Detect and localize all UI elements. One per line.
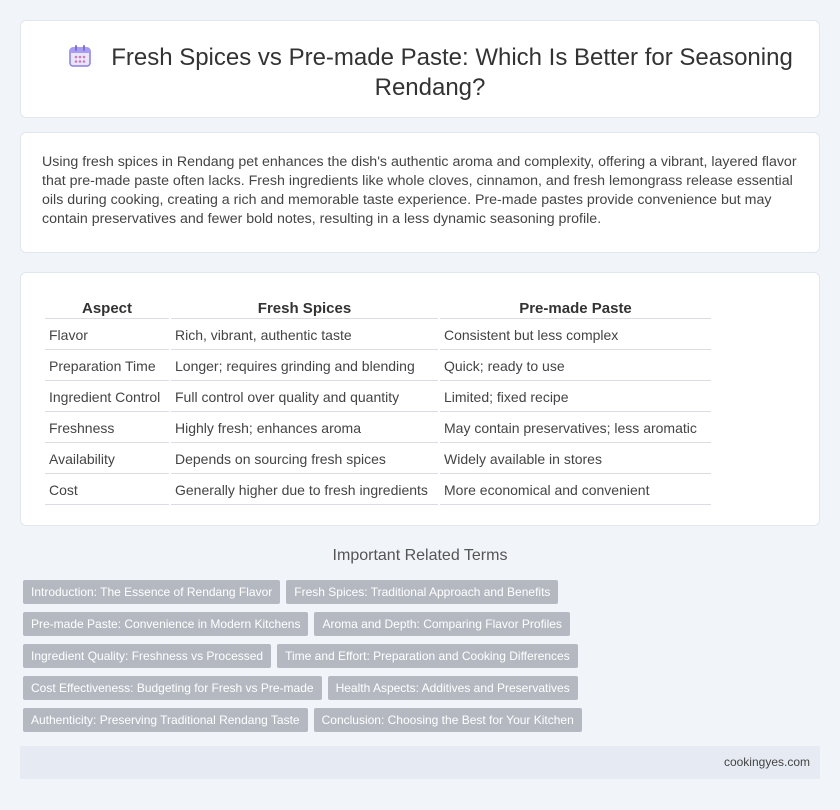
table-cell: Longer; requires grinding and blending [171, 352, 438, 381]
table-row [45, 383, 711, 412]
table-cell: Full control over quality and quantity [171, 383, 438, 412]
table-cell: Freshness [45, 414, 169, 443]
related-term-tag[interactable]: Health Aspects: Additives and Preservatives [328, 676, 578, 700]
table-cell: Consistent but less complex [440, 321, 711, 350]
related-terms-heading: Important Related Terms [332, 547, 508, 564]
page-title-wrap [61, 43, 799, 103]
table-cell: Flavor [45, 321, 169, 350]
header-aspect: Aspect [45, 299, 169, 319]
related-term-tag[interactable]: Pre-made Paste: Convenience in Modern Kitchens [23, 612, 308, 636]
header-pre-made-paste: Pre-made Paste [440, 299, 711, 319]
footer [20, 746, 820, 779]
table-row [45, 476, 711, 505]
header-fresh-spices: Fresh Spices [171, 299, 438, 319]
table-row [45, 321, 711, 350]
table-cell: Preparation Time [45, 352, 169, 381]
intro-paragraph: Using fresh spices in Rendang pet enhances the dish's authentic aroma and complexity, offering a vibrant, layered flavor that pre-made paste often lacks. Fresh ingredients like whole cloves, cinnamon, and fresh lemongrass release essential oils during cooking, creating a rich and memorable taste experience. Pre-made pastes provide convenience but may contain preservatives and fewer bold notes, resulting in a less dynamic seasoning profile. [42, 154, 797, 227]
footer-site-link[interactable]: cookingyes.com [723, 755, 810, 769]
related-term-tag[interactable]: Introduction: The Essence of Rendang Flavor [23, 580, 280, 604]
related-term-tag[interactable]: Conclusion: Choosing the Best for Your Kitchen [314, 708, 582, 732]
table-cell: Widely available in stores [440, 445, 711, 474]
table-cell: Generally higher due to fresh ingredients [171, 476, 438, 505]
table-header-row [45, 299, 711, 319]
related-term-tag[interactable]: Authenticity: Preserving Traditional Rendang Taste [23, 708, 308, 732]
table-cell: Highly fresh; enhances aroma [171, 414, 438, 443]
related-term-tag[interactable]: Aroma and Depth: Comparing Flavor Profiles [314, 612, 569, 636]
related-terms-list [23, 580, 823, 732]
page-title: Fresh Spices vs Pre-made Paste: Which Is Better for Seasoning Rendang? [111, 44, 793, 101]
table-cell: More economical and convenient [440, 476, 711, 505]
table-cell: Limited; fixed recipe [440, 383, 711, 412]
table-cell: Depends on sourcing fresh spices [171, 445, 438, 474]
title-card [20, 20, 820, 118]
table-row [45, 352, 711, 381]
intro-card [20, 132, 820, 253]
related-term-tag[interactable]: Time and Effort: Preparation and Cooking Differences [277, 644, 578, 668]
table-row [45, 414, 711, 443]
related-term-tag[interactable]: Ingredient Quality: Freshness vs Processed [23, 644, 271, 668]
related-term-tag[interactable]: Cost Effectiveness: Budgeting for Fresh vs Pre-made [23, 676, 322, 700]
table-row [45, 445, 711, 474]
table-cell: Ingredient Control [45, 383, 169, 412]
table-cell: Quick; ready to use [440, 352, 711, 381]
calendar-icon [67, 43, 93, 69]
table-cell: Availability [45, 445, 169, 474]
related-term-tag[interactable]: Fresh Spices: Traditional Approach and Benefits [286, 580, 558, 604]
table-cell: Rich, vibrant, authentic taste [171, 321, 438, 350]
table-cell: Cost [45, 476, 169, 505]
comparison-card [20, 272, 820, 526]
comparison-table [43, 297, 713, 507]
table-cell: May contain preservatives; less aromatic [440, 414, 711, 443]
